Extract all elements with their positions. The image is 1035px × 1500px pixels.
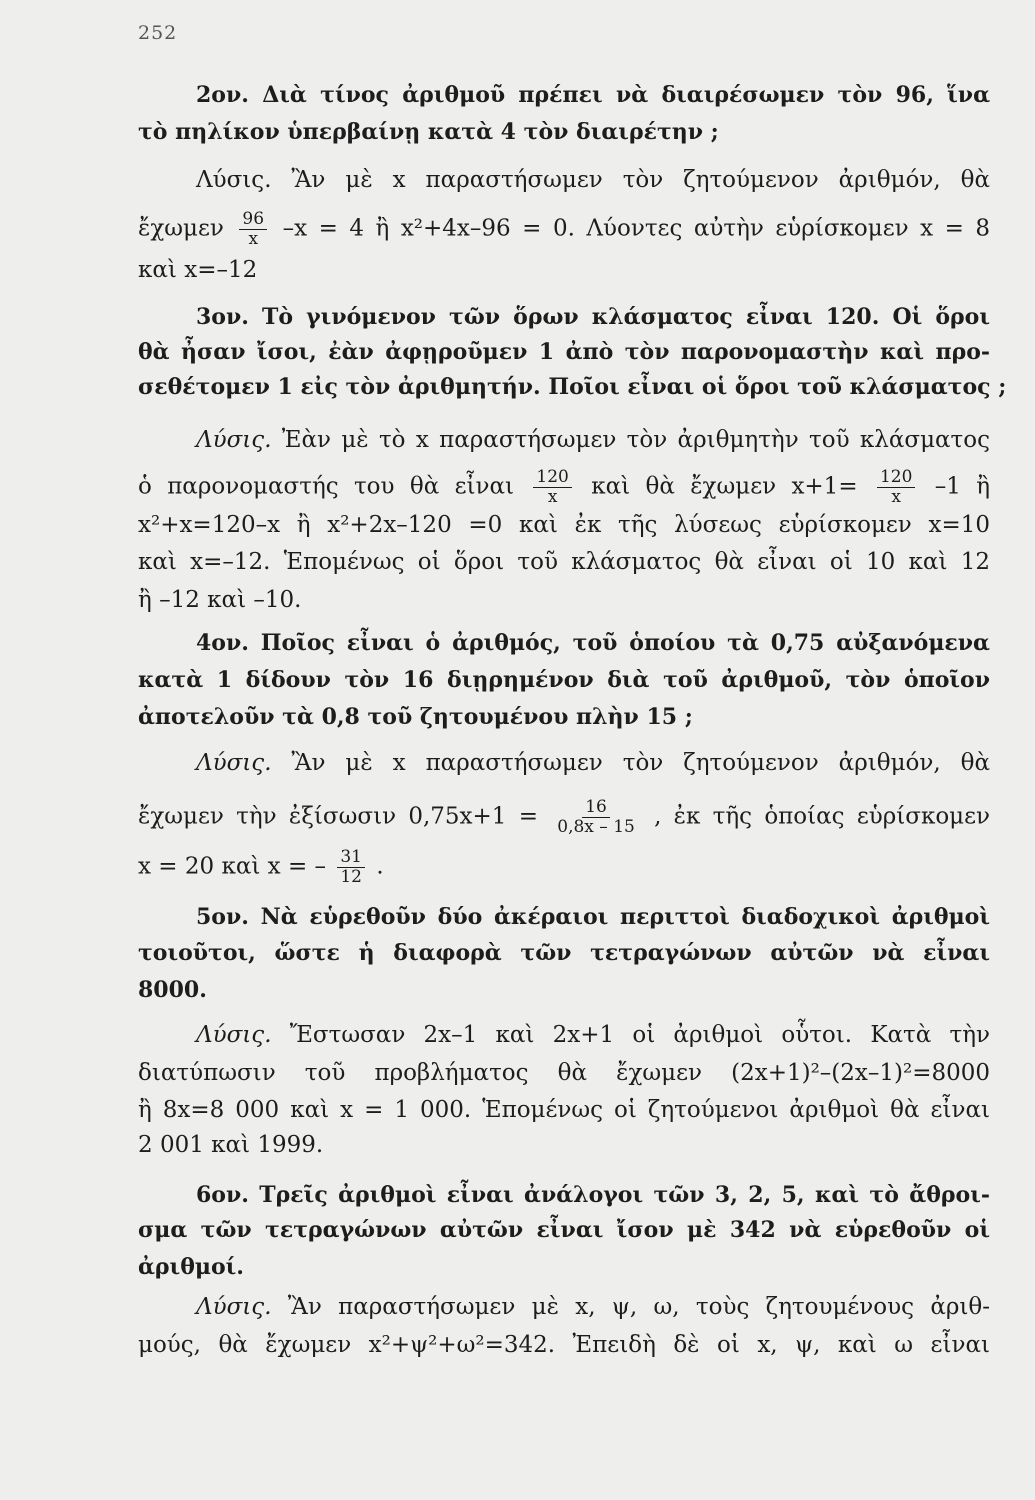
solution-6-line-2: μούς, θὰ ἔχωμεν x²+ψ²+ω²=342. Ἐπειδὴ δὲ οἱ x, ψ, καὶ ω εἶναι [138, 1332, 990, 1358]
problem-6-line-3: ἀριθμοί. [138, 1254, 244, 1280]
fraction-numerator: 16 [582, 798, 610, 818]
fraction [554, 798, 638, 837]
solution-2-line-2 [138, 210, 990, 249]
solution-label: Λύσις. [196, 427, 272, 453]
problem-6-line-2: σμα τῶν τετραγώνων αὐτῶν εἶναι ἴσον μὲ 342 νὰ εὑρεθοῦν οἱ [138, 1217, 990, 1243]
solution-label: Λύσις. [196, 1294, 272, 1320]
problem-3-line-3: σεθέτομεν 1 εἰς τὸν ἀριθμητήν. Ποῖοι εἶναι οἱ ὅροι τοῦ κλάσματος ; [138, 374, 1007, 400]
fraction-numerator: 96 [239, 210, 267, 230]
solution-3-line-1 [138, 425, 990, 455]
text-segment: –1 ἢ [934, 473, 991, 500]
solution-3-line-2 [138, 468, 990, 507]
solution-3-line-3: x²+x=120–x ἢ x²+2x–120 =0 καὶ ἐκ τῆς λύσεως εὑρίσκομεν x=10 [138, 512, 990, 538]
solution-3-line-5: ἢ –12 καὶ –10. [138, 587, 302, 613]
page-number: 252 [138, 22, 178, 44]
text-segment: Ἂν παραστήσωμεν μὲ x, ψ, ω, τοὺς ζητουμένους ἀριθ- [287, 1294, 991, 1320]
solution-6-line-1 [138, 1292, 990, 1322]
problem-4-line-1: 4ον. Ποῖος εἶναι ὁ ἀριθμός, τοῦ ὁποίου τὰ 0,75 αὐξανόμενα [196, 630, 990, 656]
problem-4-line-2: κατὰ 1 δίδουν τὸν 16 διῃρημένον διὰ τοῦ ἀριθμοῦ, τὸν ὁποῖον [138, 667, 990, 693]
fraction-numerator: 31 [337, 848, 365, 868]
text-segment: ἔχωμεν [138, 215, 224, 242]
fraction-denominator: x [891, 487, 901, 507]
text-segment: καὶ θὰ ἔχωμεν x+1= [591, 473, 858, 500]
solution-label: Λύσις. [196, 750, 272, 776]
problem-5-line-2: τοιοῦτοι, ὥστε ἡ διαφορὰ τῶν τετραγώνων αὐτῶν νὰ εἶναι [138, 940, 990, 966]
text-segment: Ἐὰν μὲ τὸ x παραστήσωμεν τὸν ἀριθμητὴν τοῦ κλάσματος [281, 427, 991, 453]
fraction-denominator: x [248, 229, 259, 249]
text-segment: ἔχωμεν τὴν ἐξίσωσιν 0,75x+1 = [138, 803, 538, 830]
fraction [877, 468, 915, 507]
text-segment: . [376, 853, 384, 880]
fraction [337, 848, 365, 887]
fraction-numerator: 120 [533, 468, 571, 488]
solution-5-line-3: ἢ 8x=8 000 καὶ x = 1 000. Ἑπομένως οἱ ζητούμενοι ἀριθμοὶ θὰ εἶναι [138, 1097, 990, 1123]
text-segment: Ἔστωσαν 2x–1 καὶ 2x+1 οἱ ἀριθμοὶ οὗτοι. Κατὰ τὴν [289, 1022, 990, 1048]
solution-3-line-4: καὶ x=–12. Ἑπομένως οἱ ὅροι τοῦ κλάσματος θὰ εἶναι οἱ 10 καὶ 12 [138, 549, 990, 575]
solution-2-line-1: Λύσις. Ἂν μὲ x παραστήσωμεν τὸν ζητούμενον ἀριθμόν, θὰ [196, 167, 990, 193]
text-segment: Ἂν μὲ x παραστήσωμεν τὸν ζητούμενον ἀριθμόν, θὰ [291, 750, 990, 776]
solution-4-line-3 [138, 848, 990, 887]
text-segment: –x = 4 ἢ x²+4x–96 = 0. Λύοντες αὐτὴν εὑρίσκομεν x = 8 [282, 215, 991, 242]
problem-4-line-3: ἀποτελοῦν τὰ 0,8 τοῦ ζητουμένου πλὴν 15 ; [138, 704, 693, 730]
solution-4-line-1 [138, 748, 990, 778]
problem-2-line-2: τὸ πηλίκον ὑπερβαίνῃ κατὰ 4 τὸν διαιρέτην ; [138, 119, 719, 145]
problem-2-line-1: 2ον. Διὰ τίνος ἀριθμοῦ πρέπει νὰ διαιρέσωμεν τὸν 96, ἵνα [196, 82, 990, 108]
fraction-denominator: 0,8x – 15 [557, 817, 635, 837]
text-segment: ὁ παρονομαστής του θὰ εἶναι [138, 473, 515, 500]
text-segment: , ἐκ τῆς ὁποίας εὑρίσκομεν [654, 803, 991, 830]
fraction [533, 468, 571, 507]
solution-4-line-2 [138, 798, 990, 837]
text-segment: x = 20 καὶ x = – [138, 853, 327, 880]
problem-3-line-1: 3ον. Τὸ γινόμενον τῶν ὅρων κλάσματος εἶναι 120. Οἱ ὅροι [196, 304, 990, 330]
solution-5-line-2: διατύπωσιν τοῦ προβλήματος θὰ ἔχωμεν (2x+1)²–(2x–1)²=8000 [138, 1060, 990, 1086]
solution-5-line-4: 2 001 καὶ 1999. [138, 1132, 324, 1158]
fraction-denominator: x [547, 487, 558, 507]
problem-6-line-1: 6ον. Τρεῖς ἀριθμοὶ εἶναι ἀνάλογοι τῶν 3, 2, 5, καὶ τὸ ἄθροι- [196, 1182, 990, 1208]
fraction-denominator: 12 [340, 867, 362, 887]
solution-label: Λύσις. [196, 1022, 272, 1048]
solution-5-line-1 [138, 1020, 990, 1050]
problem-3-line-2: θὰ ἦσαν ἴσοι, ἐὰν ἀφῃροῦμεν 1 ἀπὸ τὸν παρονομαστὴν καὶ προ- [138, 339, 990, 365]
problem-5-line-3: 8000. [138, 977, 207, 1003]
solution-2-line-3: καὶ x=–12 [138, 257, 258, 283]
problem-5-line-1: 5ον. Νὰ εὑρεθοῦν δύο ἀκέραιοι περιττοὶ διαδοχικοὶ ἀριθμοὶ [196, 904, 990, 930]
fraction-numerator: 120 [877, 468, 915, 488]
fraction [239, 210, 267, 249]
